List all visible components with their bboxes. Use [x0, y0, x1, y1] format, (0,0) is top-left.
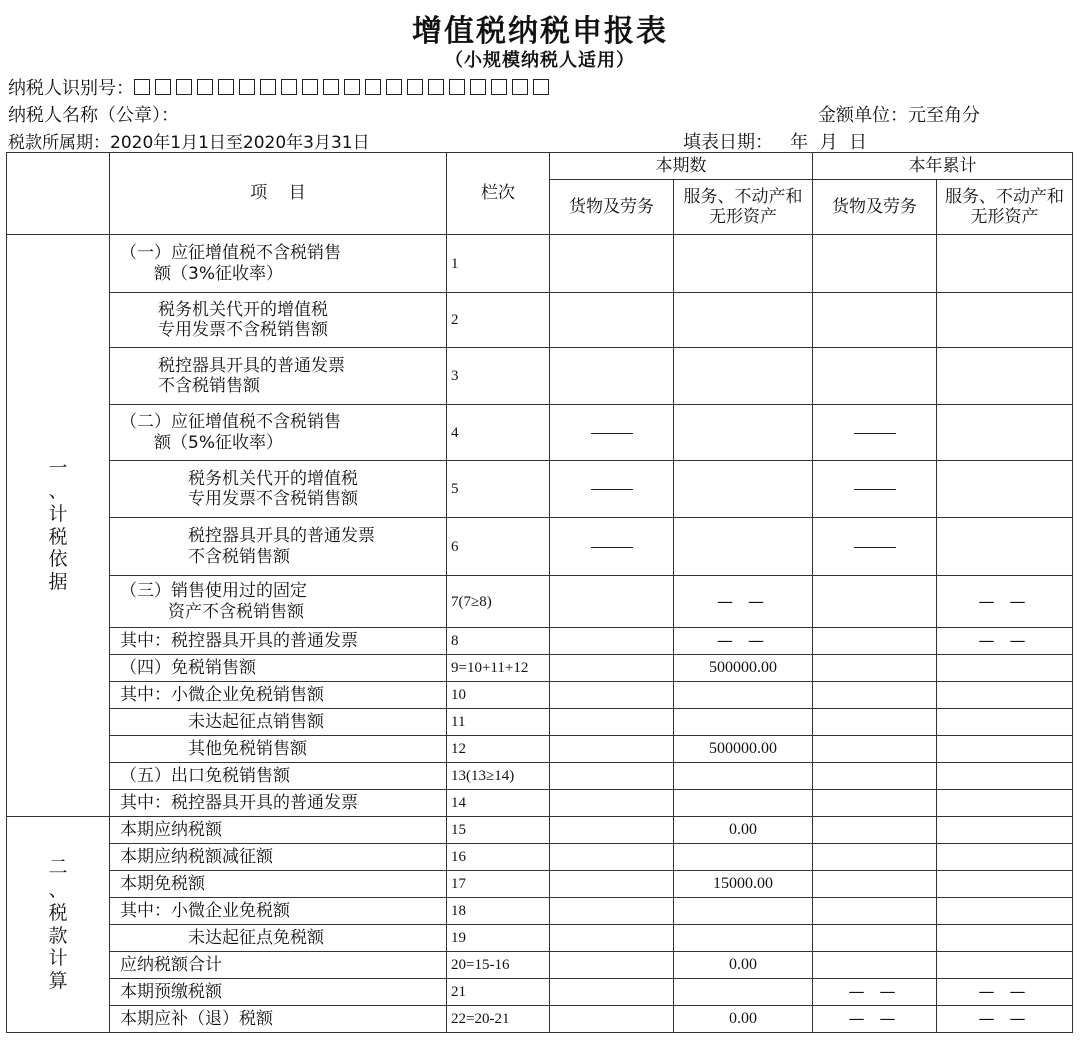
current-goods-cell[interactable]	[550, 871, 674, 898]
year-goods-cell	[813, 405, 937, 461]
section-label-char: 、	[48, 479, 68, 502]
year-goods-cell[interactable]	[813, 817, 937, 844]
year-services-cell[interactable]	[937, 898, 1073, 925]
year-services-cell[interactable]	[937, 790, 1073, 817]
table-row	[7, 518, 1073, 576]
table-row	[7, 763, 1073, 790]
year-services-cell: — —	[937, 628, 1073, 655]
declaration-table	[6, 152, 1073, 1033]
table-row	[7, 709, 1073, 736]
corner-cell	[7, 153, 110, 235]
current-goods-cell[interactable]	[550, 790, 674, 817]
current-goods-cell[interactable]	[550, 925, 674, 952]
row-item-label	[110, 235, 447, 293]
year-goods-cell[interactable]	[813, 709, 937, 736]
current-services-cell[interactable]	[674, 235, 813, 293]
year-services-cell: — —	[937, 979, 1073, 1006]
year-goods-cell[interactable]	[813, 655, 937, 682]
table-row	[7, 898, 1073, 925]
taxpayer-name-label: 纳税人名称（公章）：	[8, 105, 179, 126]
row-item-label	[110, 518, 447, 576]
year-services-cell[interactable]	[937, 655, 1073, 682]
row-line-number: 7(7≥8)	[447, 576, 550, 628]
year-services-cell: — —	[937, 1006, 1073, 1033]
row-item-line: 专用发票不含税销售额	[188, 489, 358, 509]
row-line-number: 16	[447, 844, 550, 871]
current-goods-cell[interactable]	[550, 844, 674, 871]
row-item-line: 税控器具开具的普通发票	[158, 355, 345, 376]
row-item-line: 不含税销售额	[158, 376, 260, 396]
table-row	[7, 1006, 1073, 1033]
taxpayer-id-box[interactable]	[533, 79, 549, 95]
row-item-line: （二）应征增值税不含税销售	[120, 412, 341, 433]
year-services-cell[interactable]	[937, 461, 1073, 518]
not-applicable-dash	[854, 433, 896, 434]
taxpayer-id-box[interactable]	[239, 79, 255, 95]
row-item-label: （四）免税销售额	[110, 655, 447, 682]
taxpayer-id-box[interactable]	[218, 79, 234, 95]
row-item-label: 其中：小微企业免税销售额	[110, 682, 447, 709]
year-services-cell[interactable]	[937, 952, 1073, 979]
row-item-label	[110, 405, 447, 461]
current-services-cell[interactable]: 0.00	[674, 952, 813, 979]
taxpayer-id-box[interactable]	[512, 79, 528, 95]
row-line-number: 12	[447, 736, 550, 763]
year-goods-cell[interactable]	[813, 898, 937, 925]
year-services-cell[interactable]	[937, 871, 1073, 898]
taxpayer-id-label: 纳税人识别号：	[8, 78, 134, 99]
year-services-cell[interactable]	[937, 235, 1073, 293]
current-period-header: 本期数	[550, 153, 813, 180]
row-line-number: 19	[447, 925, 550, 952]
table-row	[7, 461, 1073, 518]
current-services-cell[interactable]: 500000.00	[674, 736, 813, 763]
row-line-number: 10	[447, 682, 550, 709]
year-goods-cell	[813, 461, 937, 518]
taxpayer-id-box[interactable]	[323, 79, 339, 95]
year-goods-cell	[813, 518, 937, 576]
current-services-cell[interactable]	[674, 293, 813, 348]
year-services-cell[interactable]	[937, 736, 1073, 763]
table-row	[7, 682, 1073, 709]
year-goods-cell[interactable]	[813, 844, 937, 871]
row-item-label: 未达起征点销售额	[110, 709, 447, 736]
row-line-number: 20=15-16	[447, 952, 550, 979]
table-row	[7, 952, 1073, 979]
row-item-label: （五）出口免税销售额	[110, 763, 447, 790]
row-item-label: 其中：税控器具开具的普通发票	[110, 790, 447, 817]
current-goods-cell[interactable]	[550, 655, 674, 682]
services-header: 服务、不动产和无形资产	[674, 180, 813, 235]
amount-unit: 金额单位：元至角分	[818, 105, 980, 126]
fill-date-label: 填表日期：	[683, 132, 773, 153]
item-header: 项 目	[110, 153, 447, 235]
row-item-line: 不含税销售额	[188, 546, 290, 567]
row-line-number: 2	[447, 293, 550, 348]
table-row	[7, 655, 1073, 682]
year-total-header: 本年累计	[813, 153, 1073, 180]
taxpayer-id-box[interactable]	[302, 79, 318, 95]
current-services-cell[interactable]	[674, 979, 813, 1006]
row-line-number: 18	[447, 898, 550, 925]
row-item-label: 未达起征点免税额	[110, 925, 447, 952]
year-services-cell[interactable]	[937, 817, 1073, 844]
current-services-cell: — —	[674, 576, 813, 628]
row-item-line: 税务机关代开的增值税	[188, 468, 358, 489]
table-row	[7, 979, 1073, 1006]
current-services-cell[interactable]	[674, 790, 813, 817]
form-title: 增值税纳税申报表	[412, 14, 668, 49]
taxpayer-id-box[interactable]	[344, 79, 360, 95]
year-goods-cell[interactable]	[813, 763, 937, 790]
services-header: 服务、不动产和无形资产	[937, 180, 1073, 235]
not-applicable-dash	[854, 547, 896, 548]
year-goods-cell: — —	[813, 979, 937, 1006]
taxpayer-id-row	[8, 74, 554, 100]
current-services-cell[interactable]	[674, 682, 813, 709]
section-label-char: 计	[48, 947, 68, 970]
table-row	[7, 736, 1073, 763]
table-row	[7, 817, 1073, 844]
row-item-label: 其中：税控器具开具的普通发票	[110, 628, 447, 655]
row-item-line: 资产不含税销售额	[168, 601, 304, 622]
table-row	[7, 844, 1073, 871]
year-services-cell[interactable]	[937, 682, 1073, 709]
table-row	[7, 576, 1073, 628]
year-goods-cell: — —	[813, 1006, 937, 1033]
section-label-char: 一	[48, 457, 68, 480]
section-label-char: 计	[48, 502, 68, 525]
year-goods-cell[interactable]	[813, 871, 937, 898]
section-label-char: 款	[48, 924, 68, 947]
row-item-label: 本期应补（退）税额	[110, 1006, 447, 1033]
row-line-number: 4	[447, 405, 550, 461]
year-goods-cell[interactable]	[813, 348, 937, 405]
section-label-char: 税	[48, 525, 68, 548]
current-services-cell[interactable]: 500000.00	[674, 655, 813, 682]
year-services-cell[interactable]	[937, 518, 1073, 576]
current-services-cell[interactable]	[674, 461, 813, 518]
current-goods-cell[interactable]	[550, 736, 674, 763]
taxpayer-id-box[interactable]	[134, 79, 150, 95]
goods-header: 货物及劳务	[813, 180, 937, 235]
row-item-label	[110, 293, 447, 348]
year-goods-cell[interactable]	[813, 293, 937, 348]
row-item-line: 额（3%征收率）	[154, 263, 283, 284]
current-services-cell: — —	[674, 628, 813, 655]
table-row	[7, 348, 1073, 405]
table-row	[7, 925, 1073, 952]
row-item-line: 专用发票不含税销售额	[158, 320, 328, 340]
taxpayer-id-box[interactable]	[155, 79, 171, 95]
not-applicable-dash	[591, 547, 633, 548]
row-item-label: 本期应纳税额	[110, 817, 447, 844]
current-services-cell[interactable]	[674, 898, 813, 925]
year-goods-cell[interactable]	[813, 235, 937, 293]
table-row	[7, 293, 1073, 348]
table-row	[7, 235, 1073, 293]
row-line-number: 5	[447, 461, 550, 518]
row-item-line: 税控器具开具的普通发票	[188, 526, 375, 547]
not-applicable-dash	[591, 489, 633, 490]
section-label-char: 算	[48, 970, 68, 993]
current-services-cell[interactable]	[674, 348, 813, 405]
current-goods-cell[interactable]	[550, 1006, 674, 1033]
current-goods-cell	[550, 405, 674, 461]
taxpayer-id-box[interactable]	[407, 79, 423, 95]
row-item-label: 本期应纳税额减征额	[110, 844, 447, 871]
taxpayer-id-box[interactable]	[428, 79, 444, 95]
taxpayer-id-box[interactable]	[470, 79, 486, 95]
table-row	[7, 405, 1073, 461]
row-item-label: 本期免税额	[110, 871, 447, 898]
year-services-cell[interactable]	[937, 844, 1073, 871]
current-goods-cell[interactable]	[550, 952, 674, 979]
line-header: 栏次	[447, 153, 550, 235]
year-goods-cell[interactable]	[813, 925, 937, 952]
year-services-cell[interactable]	[937, 925, 1073, 952]
current-goods-cell[interactable]	[550, 709, 674, 736]
current-goods-cell[interactable]	[550, 763, 674, 790]
current-services-cell[interactable]	[674, 518, 813, 576]
table-row	[7, 790, 1073, 817]
current-goods-cell[interactable]	[550, 898, 674, 925]
current-services-cell[interactable]: 0.00	[674, 1006, 813, 1033]
current-goods-cell[interactable]	[550, 817, 674, 844]
row-line-number: 15	[447, 817, 550, 844]
taxpayer-id-box[interactable]	[176, 79, 192, 95]
row-line-number: 3	[447, 348, 550, 405]
taxpayer-id-box[interactable]	[386, 79, 402, 95]
section-label-char: 、	[48, 878, 68, 901]
row-line-number: 13(13≥14)	[447, 763, 550, 790]
row-item-line: （三）销售使用过的固定	[120, 581, 307, 602]
year-services-cell[interactable]	[937, 293, 1073, 348]
not-applicable-dash	[591, 433, 633, 434]
table-row	[7, 628, 1073, 655]
year-services-cell: — —	[937, 576, 1073, 628]
section-label-char: 税	[48, 901, 68, 924]
year-goods-cell[interactable]	[813, 736, 937, 763]
year-services-cell[interactable]	[937, 709, 1073, 736]
row-line-number: 22=20-21	[447, 1006, 550, 1033]
year-services-cell[interactable]	[937, 763, 1073, 790]
not-applicable-dash	[854, 489, 896, 490]
row-item-label: 其中：小微企业免税额	[110, 898, 447, 925]
year-goods-cell[interactable]	[813, 682, 937, 709]
current-services-cell[interactable]	[674, 844, 813, 871]
row-item-line: 额（5%征收率）	[154, 432, 283, 453]
row-item-line: （一）应征增值税不含税销售	[120, 243, 341, 264]
current-services-cell[interactable]	[674, 709, 813, 736]
row-line-number: 9=10+11+12	[447, 655, 550, 682]
tax-period: 税款所属期：2020年1月1日至2020年3月31日	[8, 133, 370, 153]
year-goods-cell[interactable]	[813, 790, 937, 817]
year-goods-cell[interactable]	[813, 628, 937, 655]
row-line-number: 8	[447, 628, 550, 655]
goods-header: 货物及劳务	[550, 180, 674, 235]
current-goods-cell	[550, 461, 674, 518]
section-label	[7, 235, 110, 817]
current-services-cell[interactable]	[674, 763, 813, 790]
current-services-cell[interactable]	[674, 405, 813, 461]
row-line-number: 21	[447, 979, 550, 1006]
year-goods-cell[interactable]	[813, 576, 937, 628]
section-label-char: 依	[48, 548, 68, 571]
row-line-number: 14	[447, 790, 550, 817]
current-goods-cell[interactable]	[550, 628, 674, 655]
row-line-number: 17	[447, 871, 550, 898]
row-line-number: 11	[447, 709, 550, 736]
current-services-cell[interactable]: 0.00	[674, 817, 813, 844]
current-goods-cell[interactable]	[550, 576, 674, 628]
taxpayer-id-box[interactable]	[449, 79, 465, 95]
row-item-label: 应纳税额合计	[110, 952, 447, 979]
fill-date-value: 年 月 日	[790, 132, 868, 153]
fill-date	[683, 128, 867, 154]
form-subtitle: （小规模纳税人适用）	[445, 50, 635, 71]
year-services-cell[interactable]	[937, 348, 1073, 405]
row-line-number: 6	[447, 518, 550, 576]
current-goods-cell[interactable]	[550, 235, 674, 293]
taxpayer-id-box[interactable]	[491, 79, 507, 95]
current-goods-cell	[550, 518, 674, 576]
row-item-label	[110, 576, 447, 628]
current-goods-cell[interactable]	[550, 348, 674, 405]
taxpayer-id-box[interactable]	[365, 79, 381, 95]
current-services-cell[interactable]	[674, 925, 813, 952]
current-goods-cell[interactable]	[550, 293, 674, 348]
section-label	[7, 817, 110, 1033]
section-label-char: 二	[48, 856, 68, 879]
taxpayer-id-box[interactable]	[281, 79, 297, 95]
row-item-label	[110, 461, 447, 518]
taxpayer-id-boxes[interactable]	[134, 78, 554, 99]
taxpayer-id-box[interactable]	[197, 79, 213, 95]
taxpayer-id-box[interactable]	[260, 79, 276, 95]
table-row	[7, 871, 1073, 898]
year-goods-cell[interactable]	[813, 952, 937, 979]
year-services-cell[interactable]	[937, 405, 1073, 461]
current-goods-cell[interactable]	[550, 979, 674, 1006]
row-item-label: 其他免税销售额	[110, 736, 447, 763]
row-item-line: 税务机关代开的增值税	[158, 299, 328, 320]
section-label-char: 据	[48, 571, 68, 594]
row-item-label: 本期预缴税额	[110, 979, 447, 1006]
current-services-cell[interactable]: 15000.00	[674, 871, 813, 898]
row-item-label	[110, 348, 447, 405]
row-line-number: 1	[447, 235, 550, 293]
current-goods-cell[interactable]	[550, 682, 674, 709]
